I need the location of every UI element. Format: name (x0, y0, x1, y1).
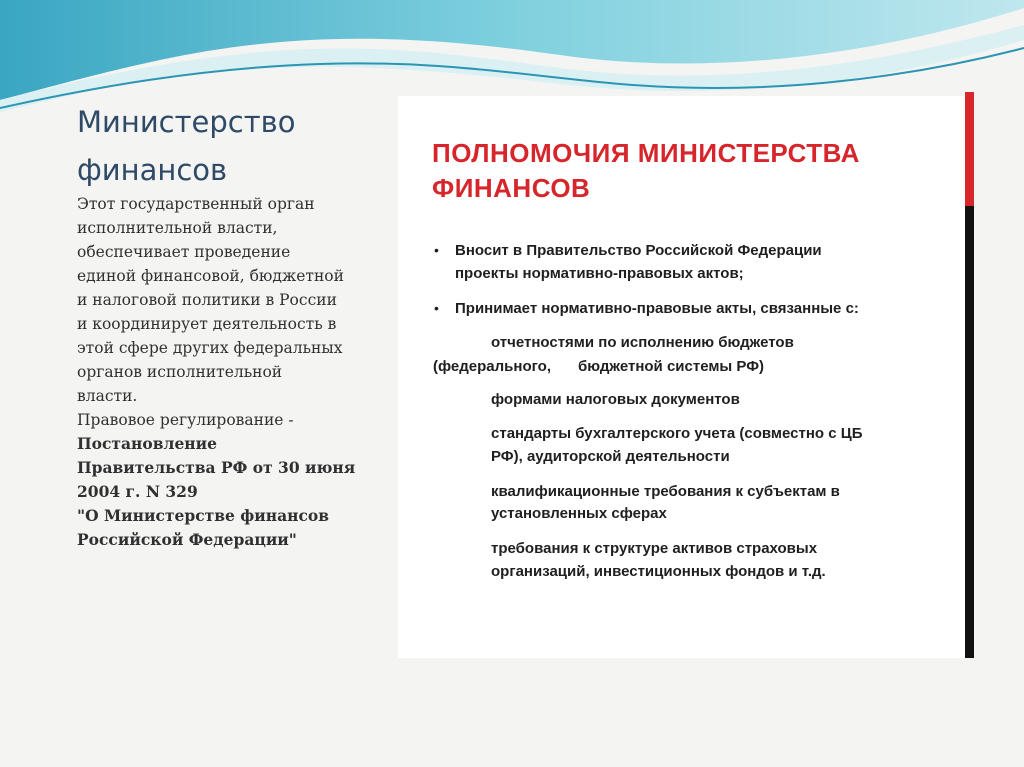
desc-line: власти. (77, 387, 138, 405)
item-5-line-1: требования к структуре активов страховых (491, 540, 818, 557)
item-1-line-1: отчетностями по исполнению бюджетов (491, 334, 794, 351)
bullet-1-line-2: проекты нормативно-правовых актов; (455, 265, 744, 282)
title-line-2: финансов (77, 153, 228, 187)
accent-bar-red (965, 92, 974, 206)
legal-reference-line: 2004 г. N 329 (77, 482, 198, 501)
item-1-line-2b: бюджетной системы РФ) (578, 358, 765, 375)
item-3-line-1: стандарты бухгалтерского учета (совместно с ЦБ (491, 425, 863, 442)
panel-title (432, 136, 952, 206)
panel-title-line-2: ФИНАНСОВ (432, 173, 591, 203)
legal-reference-line: Постановление (77, 434, 218, 453)
desc-line: Правовое регулирование - (77, 411, 294, 429)
desc-line: обеспечивает проведение (77, 243, 291, 261)
desc-line: органов исполнительной (77, 363, 283, 381)
item-1-line-2a: (федерального, (433, 358, 551, 375)
description-text (77, 192, 382, 552)
page-title (77, 98, 377, 194)
title-line-1: Министерство (77, 105, 296, 139)
panel-title-line-1: ПОЛНОМОЧИЯ МИНИСТЕРСТВА (432, 138, 860, 168)
item-2-line-1: формами налоговых документов (491, 391, 740, 408)
bullet-icon: • (434, 242, 439, 258)
desc-line: и налоговой политики в России (77, 291, 337, 309)
desc-line: исполнительной власти, (77, 219, 278, 237)
desc-line: Этот государственный орган (77, 195, 315, 213)
item-4-line-1: квалификационные требования к субъектам в (491, 483, 840, 500)
item-3-line-2: РФ), аудиторской деятельности (491, 448, 730, 465)
desc-line: единой финансовой, бюджетной (77, 267, 344, 285)
desc-line: этой сфере других федеральных (77, 339, 343, 357)
desc-line: и координирует деятельность в (77, 315, 337, 333)
item-4-line-2: установленных сферах (491, 505, 667, 522)
bullet-icon: • (434, 300, 439, 316)
legal-reference-line: Российской Федерации" (77, 530, 297, 549)
bullet-2-line-1: Принимает нормативно-правовые акты, связанные с: (455, 300, 859, 317)
accent-bar-black (965, 206, 974, 658)
legal-reference-line: "О Министерстве финансов (77, 506, 330, 525)
bullet-1-line-1: Вносит в Правительство Российской Федерации (455, 242, 822, 259)
item-5-line-2: организаций, инвестиционных фондов и т.д. (491, 563, 826, 580)
legal-reference-line: Правительства РФ от 30 июня (77, 458, 356, 477)
